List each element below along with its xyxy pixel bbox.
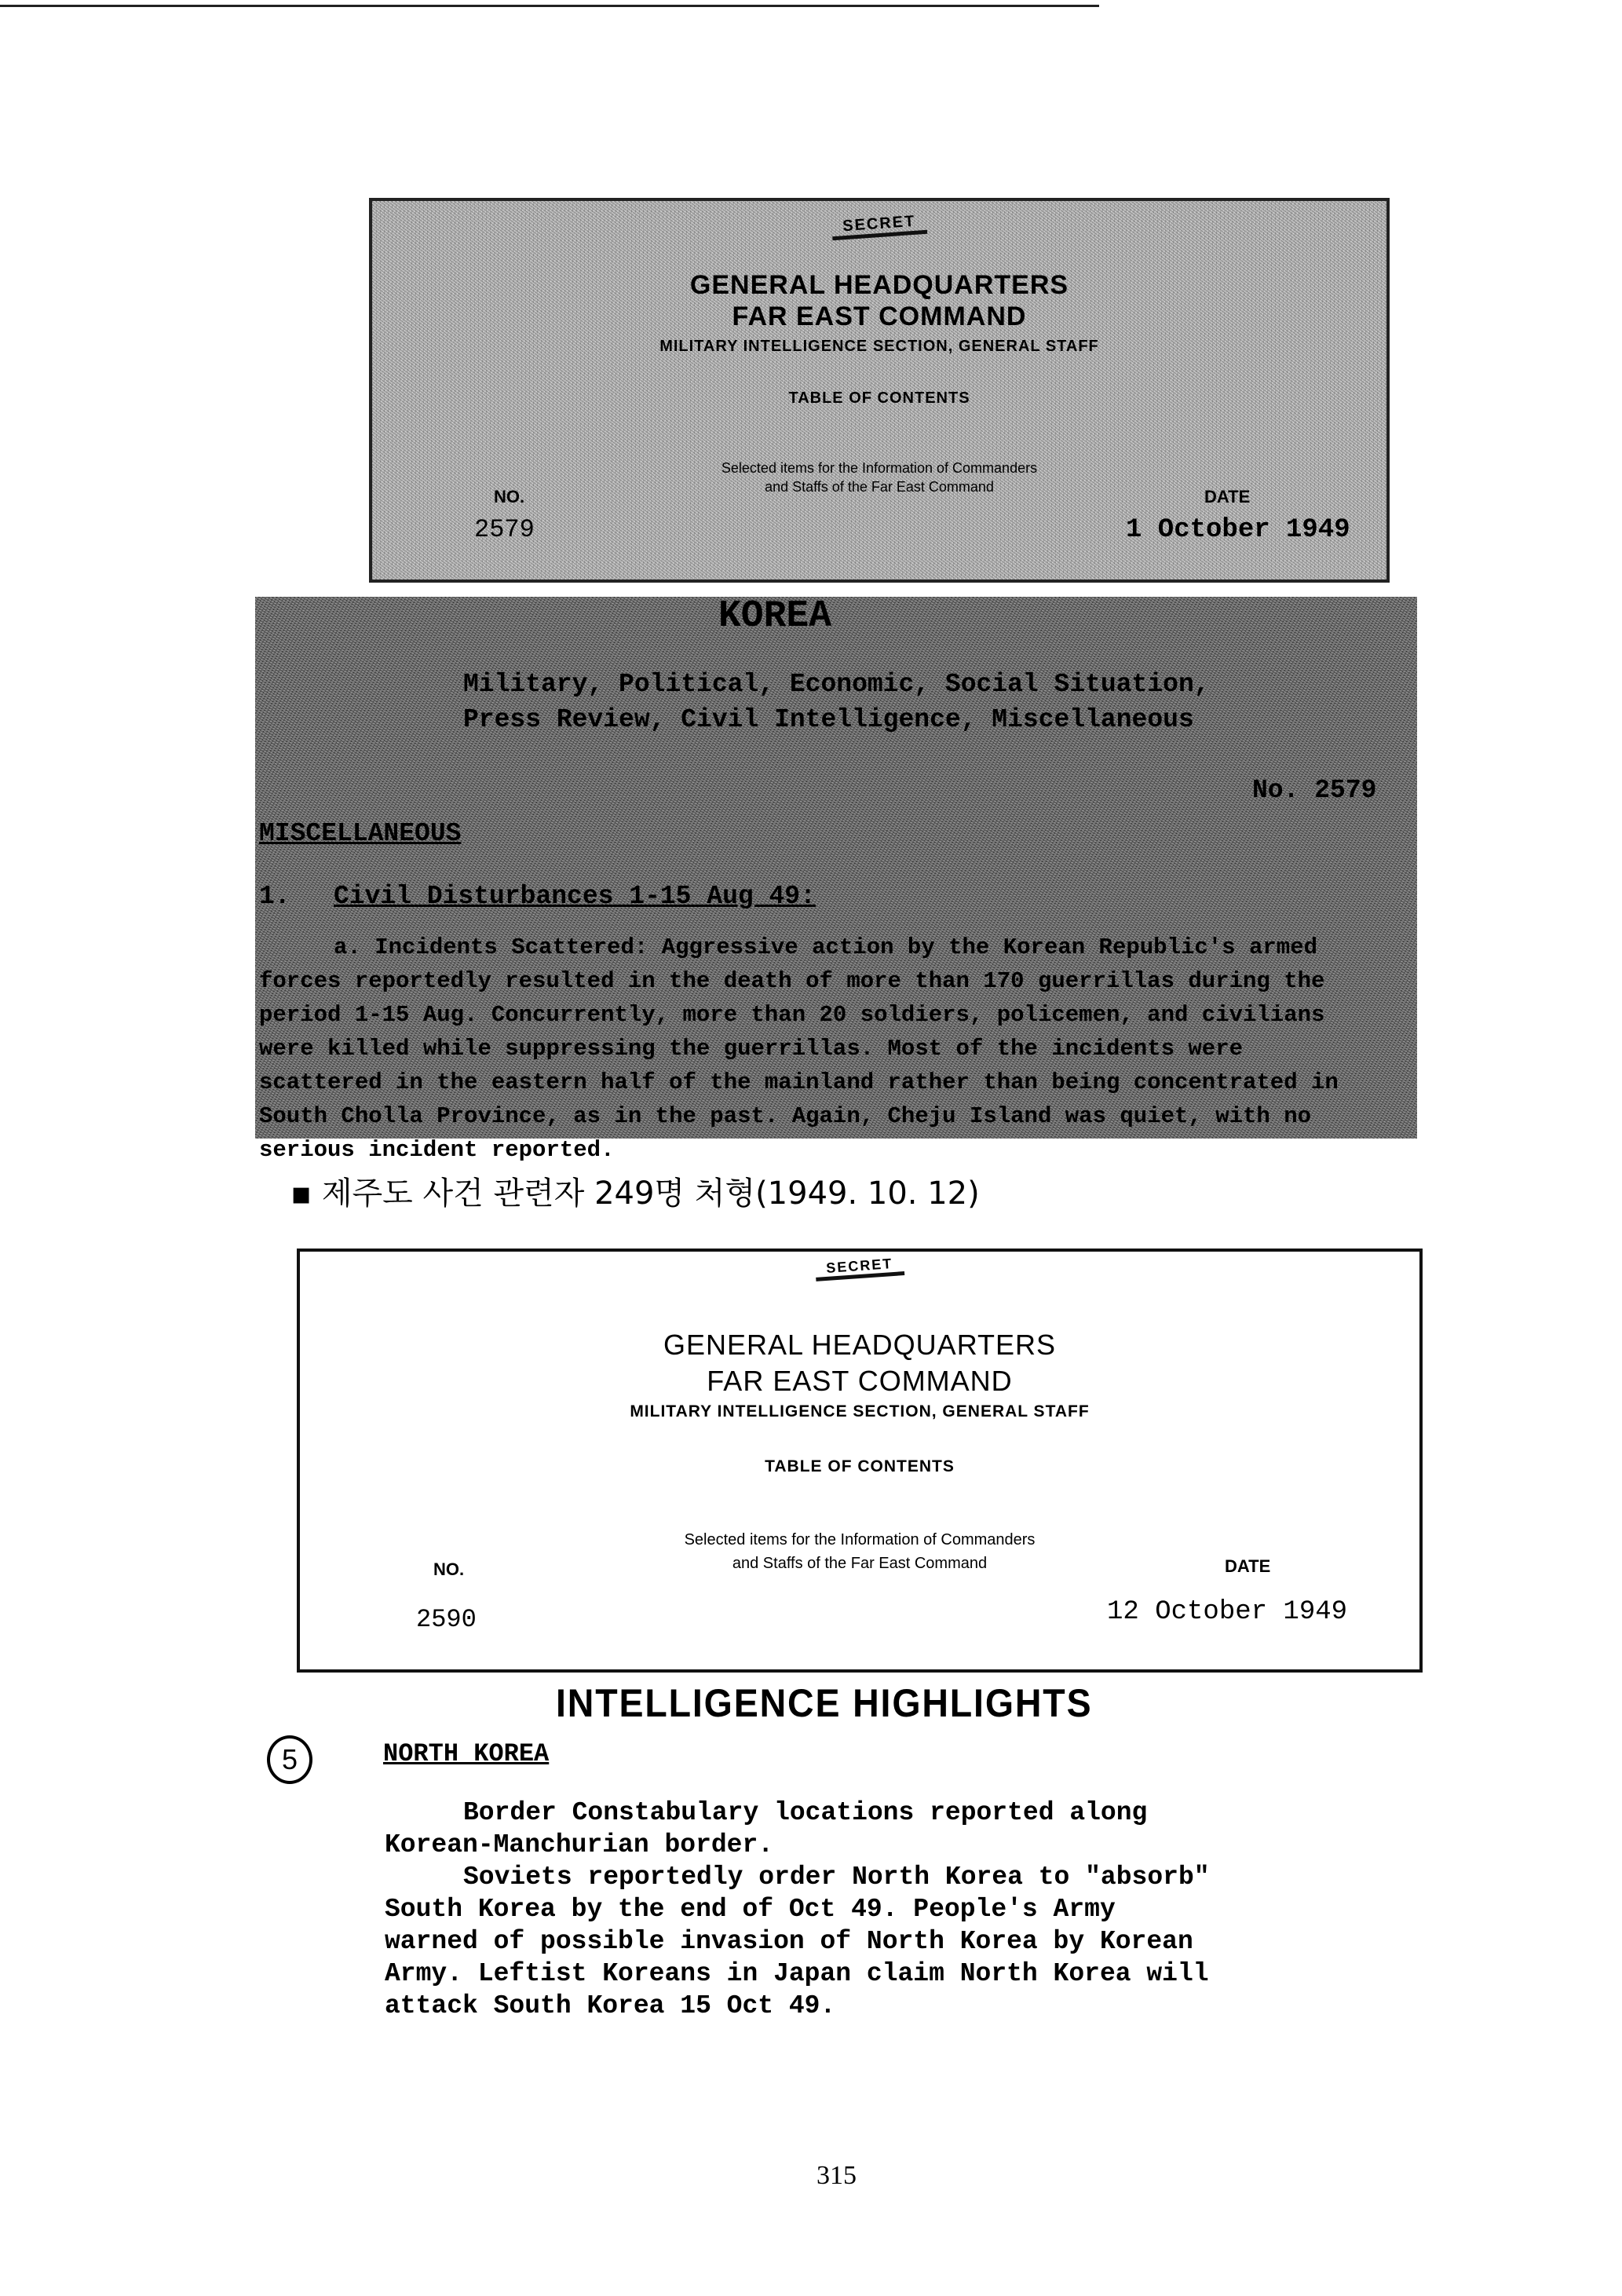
no-value: 2579: [474, 515, 535, 544]
section-line: MILITARY INTELLIGENCE SECTION, GENERAL STAFF: [659, 338, 1099, 355]
body-line: warned of possible invasion of North Korea by Korean: [385, 1927, 1193, 1956]
intelligence-highlights-title: INTELLIGENCE HIGHLIGHTS: [556, 1681, 1093, 1725]
toc-title: TABLE OF CONTENTS: [788, 389, 970, 407]
body-line: attack South Korea 15 Oct 49.: [385, 1991, 836, 2020]
purpose-line-1: Selected items for the Information of Commanders: [721, 460, 1038, 476]
korea-report-excerpt: [255, 595, 1417, 1163]
top-rule: [0, 5, 1099, 7]
paragraph-line: serious incident reported.: [259, 1137, 615, 1163]
body-line: Border Constabulary locations reported along: [463, 1798, 1148, 1827]
no-label: NO.: [433, 1559, 465, 1579]
header-box-2590: [297, 1249, 1423, 1673]
body-line: South Korea by the end of Oct 49. People's Army: [385, 1895, 1116, 1924]
paragraph-line: forces reportedly resulted in the death of more than 170 guerrillas during the: [259, 968, 1325, 994]
highlights-body: [385, 1797, 1210, 2022]
circled-number: 5: [267, 1735, 312, 1784]
secret-stamp: SECRET: [815, 1255, 905, 1281]
no-value: 2590: [416, 1605, 477, 1634]
org-line-2: FAR EAST COMMAND: [707, 1365, 1013, 1397]
org-line-1: GENERAL HEADQUARTERS: [689, 270, 1069, 300]
subtitle-line-1: Military, Political, Economic, Social Situation,: [463, 670, 1210, 699]
paragraph-line: were killed while suppressing the guerrillas. Most of the incidents were: [259, 1036, 1244, 1062]
paragraph-line: a. Incidents Scattered: Aggressive action by the Korean Republic's armed: [334, 934, 1318, 960]
no-label: NO.: [494, 487, 525, 506]
purpose-line-2: and Staffs of the Far East Command: [765, 479, 994, 495]
date-value: 12 October 1949: [1107, 1597, 1348, 1627]
secret-stamp: SECRET: [831, 212, 928, 240]
paragraph-line: scattered in the eastern half of the mainland rather than being concentrated in: [259, 1069, 1339, 1095]
date-value: 1 October 1949: [1126, 515, 1350, 545]
date-label: DATE: [1225, 1556, 1271, 1576]
purpose-line-2: and Staffs of the Far East Command: [732, 1555, 988, 1572]
item-title: Civil Disturbances 1-15 Aug 49:: [334, 882, 816, 911]
toc-title: TABLE OF CONTENTS: [765, 1457, 955, 1475]
body-line: Soviets reportedly order North Korea to "absorb": [463, 1863, 1210, 1892]
item-number: 1.: [259, 882, 290, 911]
date-label: DATE: [1204, 487, 1251, 506]
paragraph-line: South Cholla Province, as in the past. Again, Cheju Island was quiet, with no: [259, 1103, 1312, 1129]
header-box-2579: [369, 198, 1390, 583]
korea-title: KOREA: [718, 595, 832, 638]
section-line: MILITARY INTELLIGENCE SECTION, GENERAL STAFF: [630, 1402, 1090, 1420]
purpose-line-1: Selected items for the Information of Commanders: [684, 1531, 1036, 1548]
subtitle-line-2: Press Review, Civil Intelligence, Miscellaneous: [463, 705, 1194, 734]
section-heading: MISCELLANEOUS: [259, 819, 462, 848]
page-number: 315: [816, 2161, 857, 2190]
body-line: Army. Leftist Koreans in Japan claim North Korea will: [385, 1959, 1209, 1988]
north-korea-heading: NORTH KOREA: [383, 1739, 550, 1768]
body-line: Korean-Manchurian border.: [385, 1830, 774, 1859]
paragraph-line: period 1-15 Aug. Concurrently, more than 20 soldiers, policemen, and civilians: [259, 1002, 1325, 1028]
korean-caption: ▪ 제주도 사건 관련자 249명 처형(1949. 10. 12): [290, 1175, 980, 1212]
org-line-2: FAR EAST COMMAND: [732, 302, 1027, 331]
report-number: No. 2579: [1252, 776, 1377, 805]
org-line-1: GENERAL HEADQUARTERS: [663, 1329, 1057, 1361]
